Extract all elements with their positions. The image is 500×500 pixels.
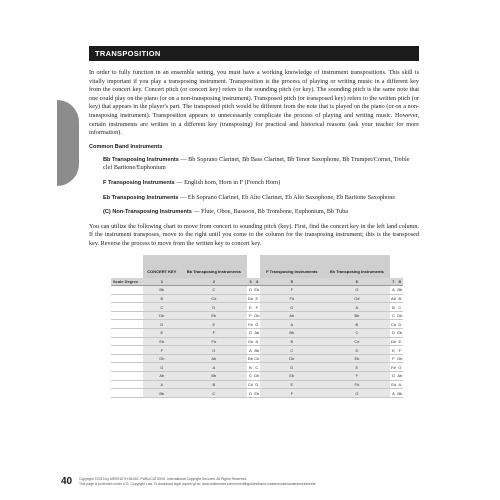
table-cell xyxy=(111,286,143,295)
table-cell: E xyxy=(143,329,180,338)
table-cell: D xyxy=(143,320,180,329)
table-cell: Ab xyxy=(260,311,324,320)
table-cell: Bb xyxy=(143,286,180,295)
instrument-group xyxy=(103,208,419,217)
table-cell xyxy=(111,363,143,372)
table-cell: E xyxy=(255,295,259,301)
table-cell: A xyxy=(324,303,391,312)
table-cell: C xyxy=(398,304,402,310)
table-cell: B xyxy=(143,294,180,303)
table-row xyxy=(111,329,403,338)
table-cell: F xyxy=(260,286,324,295)
table-cell xyxy=(111,294,143,303)
table-cell: F# xyxy=(180,337,247,346)
table-cell: Bb xyxy=(260,329,324,338)
table-cell: A xyxy=(260,320,324,329)
table-row xyxy=(111,389,403,398)
download-line: This page is protected under U.S. Copyright Law. To download legal copies go to: www.halleonard.com/meredithguides/band-masterworks/studentworksheets xyxy=(79,482,316,486)
table-cell xyxy=(111,354,143,363)
table-cell: C xyxy=(143,303,180,312)
table-cell: Eb xyxy=(143,337,180,346)
instrument-group-label: Bb Transposing Instruments xyxy=(103,156,179,163)
table-cell: C xyxy=(391,313,395,319)
table-cell: G xyxy=(391,373,395,379)
table-cell: A xyxy=(255,338,259,344)
instrument-group-label: Eb Transposing Instruments xyxy=(103,194,179,201)
instrument-group-list: — Eb Soprano Clarinet, Eb Alto Clarinet, Eb Alto Saxophone, Eb Baritone Saxophone xyxy=(178,193,396,201)
table-cell: A xyxy=(143,380,180,389)
table-cell: C# xyxy=(390,321,396,327)
table-cell: 5 xyxy=(260,278,324,286)
table-cell: G# xyxy=(390,381,397,387)
table-cell: Cb xyxy=(254,356,260,362)
table-cell: Bb xyxy=(143,389,180,398)
table-cell: G# xyxy=(324,294,391,303)
table-row xyxy=(111,286,403,295)
table-cell: Eb xyxy=(254,287,260,293)
table-cell: Db xyxy=(260,354,324,363)
table-cell: Gb xyxy=(254,313,260,319)
table-cell: Db xyxy=(254,373,260,379)
table-cell: A# xyxy=(390,295,396,301)
table-cell: G xyxy=(324,389,391,398)
table-cell: G xyxy=(255,321,259,327)
table-cell: C xyxy=(249,373,252,379)
table-cell: G xyxy=(398,364,402,370)
table-row xyxy=(111,337,403,346)
table-cell: A xyxy=(392,287,395,293)
instrument-group-list: — Bb Soprano Clarinet, Bb Bass Clarinet, Bb Tenor Saxophone, Bb Trumpet/Cornet, Treble clef Baritone/Euphonium xyxy=(103,155,410,172)
table-cell: C# xyxy=(324,337,391,346)
table-cell: Db xyxy=(143,311,180,320)
table-cell: 8 xyxy=(397,278,403,286)
table-cell: B xyxy=(260,337,324,346)
table-cell: F# xyxy=(248,321,253,327)
table-cell: Bb xyxy=(397,390,403,396)
table-cell: Ab xyxy=(143,372,180,381)
table-cell: D xyxy=(391,330,395,336)
table-cell xyxy=(111,380,143,389)
table-cell: E xyxy=(180,320,247,329)
table-cell: 4 xyxy=(254,278,260,286)
table-row xyxy=(111,320,403,329)
table-cell: F xyxy=(392,356,395,362)
table-cell: F xyxy=(398,347,402,353)
table-cell: D xyxy=(180,303,247,312)
table-cell: Bb xyxy=(397,287,403,293)
table-cell: B xyxy=(249,364,252,370)
table-cell: B xyxy=(324,320,391,329)
table-cell: C xyxy=(180,389,247,398)
table-cell: C# xyxy=(247,381,254,387)
table-row xyxy=(111,294,403,303)
instrument-group-list: — English horn, Horn in F (French Horn) xyxy=(174,178,281,186)
table-cell: Bb xyxy=(254,347,260,353)
table-cell: B xyxy=(180,380,247,389)
table-cell: D# xyxy=(247,295,254,301)
table-cell: Eb xyxy=(397,330,403,336)
table-cell: F xyxy=(143,346,180,355)
table-header-row xyxy=(111,255,403,278)
table-cell xyxy=(111,389,143,398)
table-cell: C xyxy=(260,346,324,355)
table-cell: B xyxy=(398,295,402,301)
instrument-group xyxy=(103,156,419,173)
table-cell: C xyxy=(324,329,391,338)
table-cell: Ab xyxy=(254,330,260,336)
table-cell: G xyxy=(143,363,180,372)
table-cell xyxy=(111,337,143,346)
table-row xyxy=(111,311,403,320)
table-cell: C xyxy=(180,286,247,295)
instrument-group-label: (C) Non-Transposing Instruments xyxy=(103,209,192,216)
table-cell xyxy=(111,372,143,381)
instrument-group-label: F Transposing Instruments xyxy=(103,179,175,186)
intro-paragraph: In order to fully function in an ensemble setting, you must have a working knowledge of instrument transpositions. This skill is vitally important if you play a transposing instrument. Transposition is the process of playing or writing music in a different key from the concert key. Concert pitch (or concert key) refers to the sounding pitch (or key). The sounding pitch is the same note that one could play on the piano (or on a non-transposing instrument). Transposed pitch (or transposed key) refers to the written pitch (or key) that appears in the player's part. The transposed pitch would be different from the note that is played on the piano (or on a non-transposing instrument). Transposition appears to unnecessarily complicate the process of playing and writing music. However, certain instruments are written in a different key (transposing) for practical and historical reasons (ask your teacher for more information). xyxy=(89,69,419,137)
column-header: CONCERT KEY xyxy=(143,255,180,278)
table-cell: F xyxy=(260,389,324,398)
table-cell xyxy=(111,329,143,338)
table-cell: Db xyxy=(397,313,403,319)
table-cell: F xyxy=(249,313,252,319)
table-cell: D# xyxy=(390,338,396,344)
table-cell: E xyxy=(398,338,402,344)
table-cell: E xyxy=(260,380,324,389)
table-cell: 7 xyxy=(390,278,396,286)
table-cell: D xyxy=(324,346,391,355)
table-cell: Eb xyxy=(180,311,247,320)
page-thumb-tab xyxy=(57,100,79,186)
table-cell: B xyxy=(392,304,395,310)
column-header xyxy=(397,255,403,278)
table-cell: G xyxy=(260,303,324,312)
table-row xyxy=(111,354,403,363)
table-cell: G xyxy=(180,346,247,355)
table-cell: Gb xyxy=(397,356,403,362)
table-cell xyxy=(111,320,143,329)
chart-paragraph: You can utilize the following chart to move from concert to sounding pitch (key). First, find the concert key in the left land column. If the instrument transposes, move to the right until you come to the column for the transposing instrument; this is the transposed key. Reverse the process to move from the written key to concert key. xyxy=(89,222,419,247)
table-cell: C# xyxy=(180,294,247,303)
table-cell xyxy=(111,311,143,320)
table-cell: D xyxy=(260,363,324,372)
table-cell: F xyxy=(255,304,259,310)
scale-degree-row xyxy=(111,278,403,286)
table-cell: E xyxy=(249,304,252,310)
page-number: 40 xyxy=(61,476,73,487)
table-cell: A xyxy=(249,347,252,353)
table-cell: Eb xyxy=(260,372,324,381)
table-cell: F xyxy=(324,372,391,381)
table-cell: D xyxy=(249,287,252,293)
table-cell xyxy=(111,346,143,355)
column-header: Bb Transposing Instruments xyxy=(180,255,247,278)
copyright-line: Copyright ©2013 by MEREDITH MUSIC PUBLICATIONS. International Copyright Secured. All Rights Reserved. xyxy=(79,477,248,481)
table-cell: Bb xyxy=(248,356,253,362)
row-label: Scale Degree xyxy=(111,278,143,286)
table-cell: C xyxy=(255,364,259,370)
table-row xyxy=(111,303,403,312)
transposition-chart xyxy=(111,255,403,398)
table-cell: E xyxy=(392,347,395,353)
table-cell: 3 xyxy=(247,278,253,286)
column-header xyxy=(111,255,143,278)
table-cell: F# xyxy=(260,294,324,303)
instrument-group xyxy=(103,194,419,203)
table-cell: 6 xyxy=(324,278,391,286)
table-cell: D xyxy=(255,381,259,387)
worksheet-page xyxy=(89,46,419,398)
table-row xyxy=(111,380,403,389)
table-cell: Gb xyxy=(143,354,180,363)
column-header: F Transposing Instruments xyxy=(260,255,324,278)
table-cell: Eb xyxy=(324,354,391,363)
table-cell: 2 xyxy=(180,278,247,286)
instrument-group-list: — Flute, Oboe, Bassoon, Bb Trombone, Euphonium, Bb Tuba xyxy=(191,208,348,216)
column-header: Eb Transposing Instruments xyxy=(324,255,391,278)
table-cell: F# xyxy=(391,364,396,370)
table-cell: Bb xyxy=(180,372,247,381)
table-cell: F# xyxy=(324,380,391,389)
table-cell: E xyxy=(324,363,391,372)
table-cell: D xyxy=(398,321,402,327)
table-cell: Bb xyxy=(324,311,391,320)
table-cell: D xyxy=(249,390,252,396)
table-cell: G# xyxy=(247,338,254,344)
table-row xyxy=(111,372,403,381)
table-cell: 1 xyxy=(143,278,180,286)
table-cell: A xyxy=(392,390,395,396)
table-cell xyxy=(111,303,143,312)
table-cell: Ab xyxy=(180,354,247,363)
table-cell: F xyxy=(180,329,247,338)
table-row xyxy=(111,346,403,355)
subheading: Common Band Instruments xyxy=(89,143,163,150)
table-cell: A xyxy=(180,363,247,372)
section-title: TRANSPOSITION xyxy=(89,46,419,61)
table-cell: A xyxy=(398,381,402,387)
table-row xyxy=(111,363,403,372)
table-cell: G xyxy=(324,286,391,295)
instrument-group xyxy=(103,179,419,188)
table-cell: G xyxy=(248,330,253,336)
table-cell: Eb xyxy=(254,390,260,396)
table-cell: Ab xyxy=(397,373,403,379)
